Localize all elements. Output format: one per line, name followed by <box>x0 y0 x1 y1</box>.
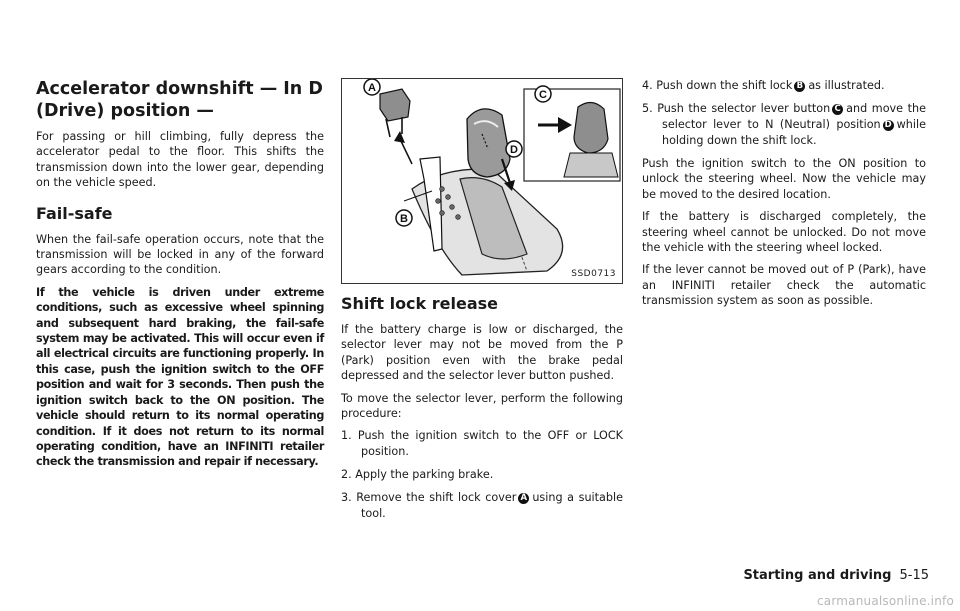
paragraph-procedure-intro: To move the selector lever, perform the following procedure: <box>341 391 623 421</box>
paragraph-lever-stuck: If the lever cannot be moved out of P (Park), have an INFINITI retailer check the automatic transmission system as soon as possible. <box>642 263 926 308</box>
paragraph-unlock: Push the ignition switch to the ON position to unlock the steering wheel. Now the vehicle may be moved to the desired location. <box>642 157 926 201</box>
paragraph-fail-safe-warning: If the vehicle is driven under extreme conditions, such as excessive wheel spinning and subsequent hard braking, the fail-safe system may be activated. This will occur even if all electrical circuits are functioning properly. In this case, push the ignition switch to the OFF position and wait for 3 seconds. Then push the ignition switch back to the ON position. The vehicle should return to its normal operating condition. If it does not return to its normal operating condition, have an INFINITI retailer check the transmission and repair if necessary. <box>36 285 324 469</box>
arrow-up <box>394 131 405 143</box>
step-3: 3. Remove the shift lock cover A using a suitable tool. <box>341 491 623 521</box>
heading-accelerator-downshift: Accelerator downshift — In D (Drive) position — <box>36 79 323 121</box>
figure-code: SSD0713 <box>571 269 616 279</box>
step-4: 4. Push down the shift lock B as illustrated. <box>642 79 885 92</box>
shift-lock-drawing <box>342 79 622 283</box>
inset-knob <box>574 102 608 153</box>
paragraph-discharged: If the battery is discharged completely, the steering wheel cannot be unlocked. Do not move the vehicle with the steering wheel locked. <box>642 210 926 255</box>
page-number: 5-15 <box>899 568 929 583</box>
marker-d: D <box>884 120 892 130</box>
heading-fail-safe: Fail-safe <box>36 203 113 223</box>
left-column <box>36 78 324 470</box>
page-footer <box>743 568 929 583</box>
label-b-text: B <box>400 213 408 225</box>
marker-b: B <box>794 81 805 92</box>
marker-c: C <box>832 104 843 115</box>
heading-shift-lock-release: Shift lock release <box>341 294 498 313</box>
watermark: carmanualsonline.info <box>817 594 954 608</box>
shift-lock-illustration <box>341 78 623 284</box>
right-column <box>642 78 926 309</box>
paragraph-battery: If the battery charge is low or discharged, the selector lever may not be moved from the P (Park) position even with the brake pedal depressed and the selector lever button pushed. <box>341 323 623 383</box>
step-1: 1. Push the ignition switch to the OFF or LOCK position. <box>341 429 623 459</box>
step-5: 5. Push the selector lever button C and move the selector lever to N (Neutral) position D while holding down the shift lock. <box>642 102 926 147</box>
shift-lock-cover <box>380 89 410 121</box>
marker-a: A <box>518 493 529 504</box>
label-a-text: A <box>368 82 376 94</box>
procedure-steps <box>341 428 623 522</box>
footer-section: Starting and driving <box>743 568 892 583</box>
step-2: 2. Apply the parking brake. <box>341 468 494 482</box>
middle-column <box>341 78 623 522</box>
label-d-text: D <box>510 144 518 156</box>
procedure-steps-continued <box>642 78 926 149</box>
paragraph-downshift: For passing or hill climbing, fully depress the accelerator pedal to the floor. This shifts the transmission down into the lower gear, depending on the vehicle speed. <box>36 130 324 190</box>
label-c-text: C <box>539 89 547 101</box>
paragraph-fail-safe-intro: When the fail-safe operation occurs, note that the transmission will be locked in any of the forward gears according to the condition. <box>36 232 324 277</box>
